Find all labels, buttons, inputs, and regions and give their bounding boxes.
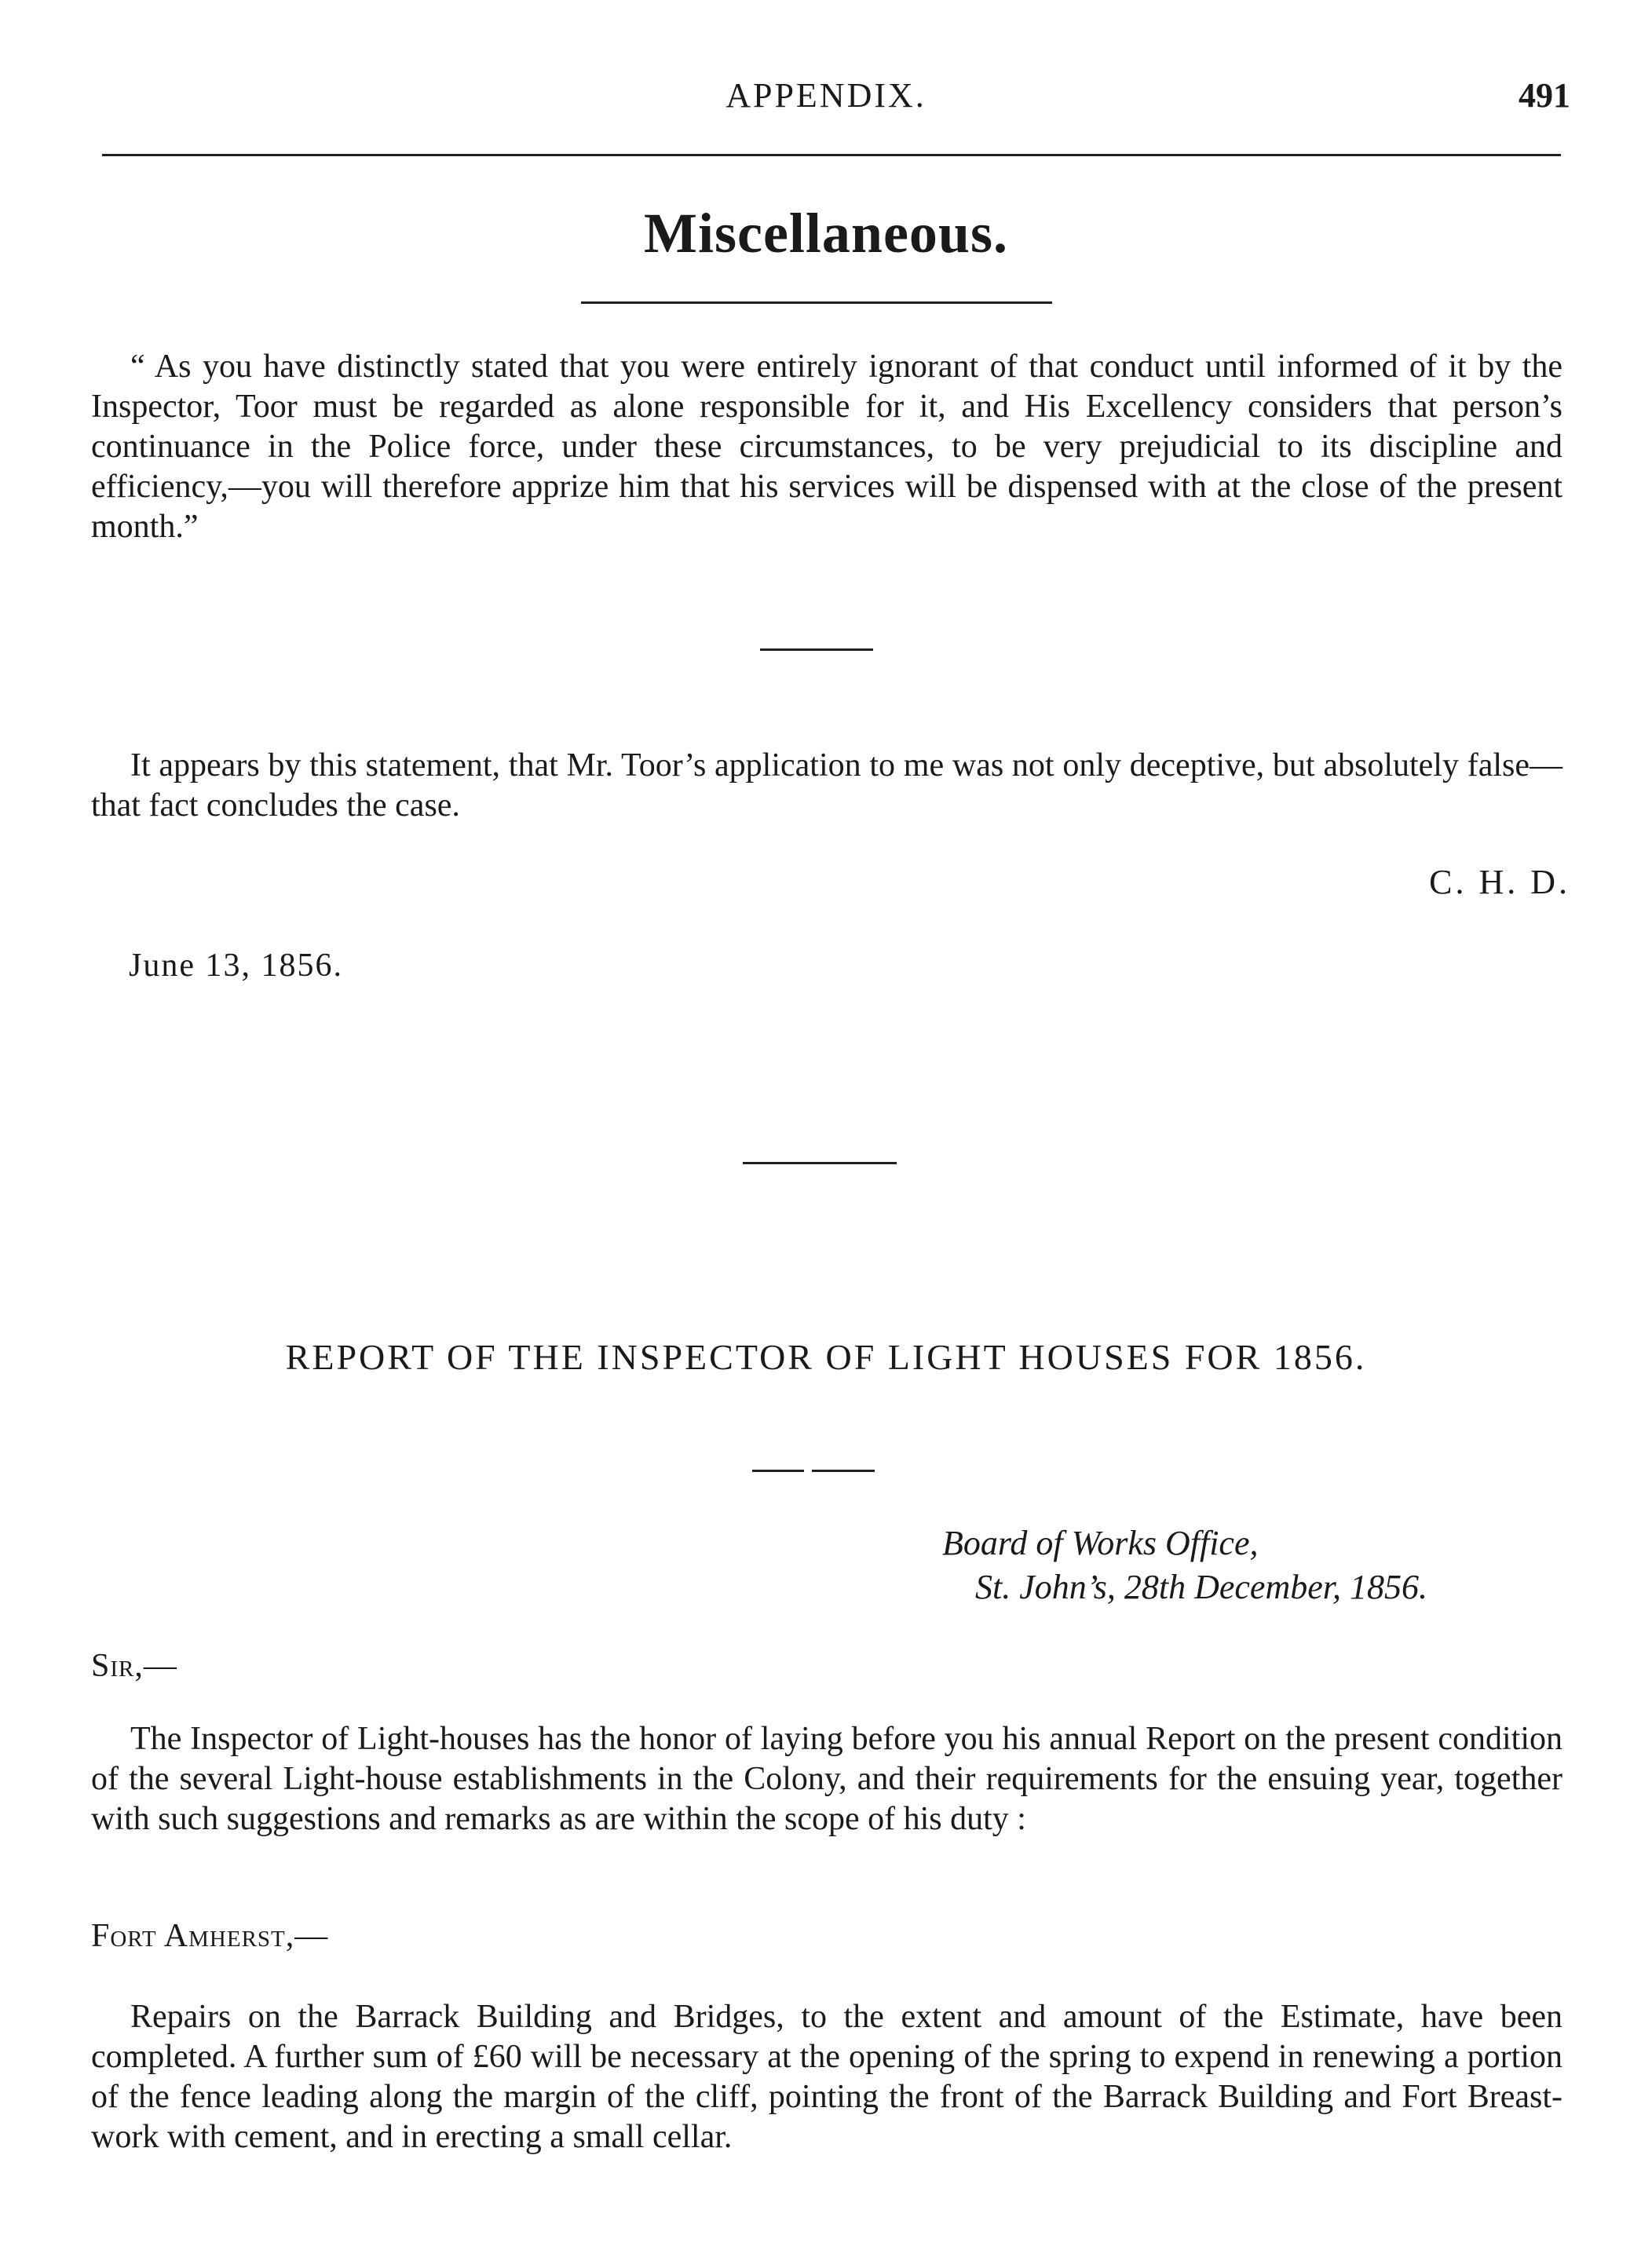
separator-rule [812, 1470, 875, 1472]
fort-amherst-paragraph [91, 1997, 1562, 2157]
header-rule [102, 154, 1561, 156]
statement-text: It appears by this statement, that Mr. Toor’s application to me was not only deceptive, but absolutely false—that fact concludes the case. [91, 747, 1562, 824]
running-head: APPENDIX. [725, 76, 927, 115]
letter-address [942, 1521, 1427, 1609]
intro-text: The Inspector of Light-houses has the honor of laying before you his annual Report on the present condition of the several Light-house establishments in the Colony, and their requirements for the ensuing year, together with such suggestions and remarks as are within the scope of his duty : [91, 1721, 1562, 1837]
quote-paragraph [91, 347, 1562, 547]
date-line: June 13, 1856. [129, 948, 343, 984]
separator-rule [743, 1162, 897, 1164]
page-number: 491 [1519, 76, 1570, 115]
salutation: Sir,— [91, 1648, 177, 1684]
signature-initials: C. H. D. [1429, 863, 1570, 901]
separator-rule [752, 1470, 804, 1472]
statement-paragraph [91, 746, 1562, 826]
fort-amherst-text: Repairs on the Barrack Building and Bridges, to the extent and amount of the Estimate, have been completed. A further sum of £60 will be necessary at the opening of the spring to expend in renewing a portion of the fence leading along the margin of the cliff, pointing the front of the Barrack Building and Fort Breast-work with cement, and in erecting a small cellar. [91, 1999, 1562, 2155]
title-rule [581, 301, 1052, 304]
separator-rule [760, 648, 873, 651]
section-title: Miscellaneous. [644, 202, 1008, 265]
quote-text: “ As you have distinctly stated that you were entirely ignorant of that conduct until informed of it by the Inspector, Toor must be regarded as alone responsible for it, and His Excellency considers that person’s continuance in the Police force, under these circumstances, to be very prejudicial to its discipline and efficiency,—you will therefore apprize him that his services will be dispensed with at the close of the present month.” [91, 349, 1562, 545]
address-line-date: St. John’s, 28th December, 1856. [975, 1568, 1427, 1606]
address-line-office: Board of Works Office, [942, 1524, 1259, 1562]
fort-amherst-heading: Fort Amherst,— [91, 1918, 329, 1954]
intro-paragraph [91, 1719, 1562, 1839]
report-title: REPORT OF THE INSPECTOR OF LIGHT HOUSES FOR 1856. [285, 1337, 1367, 1377]
